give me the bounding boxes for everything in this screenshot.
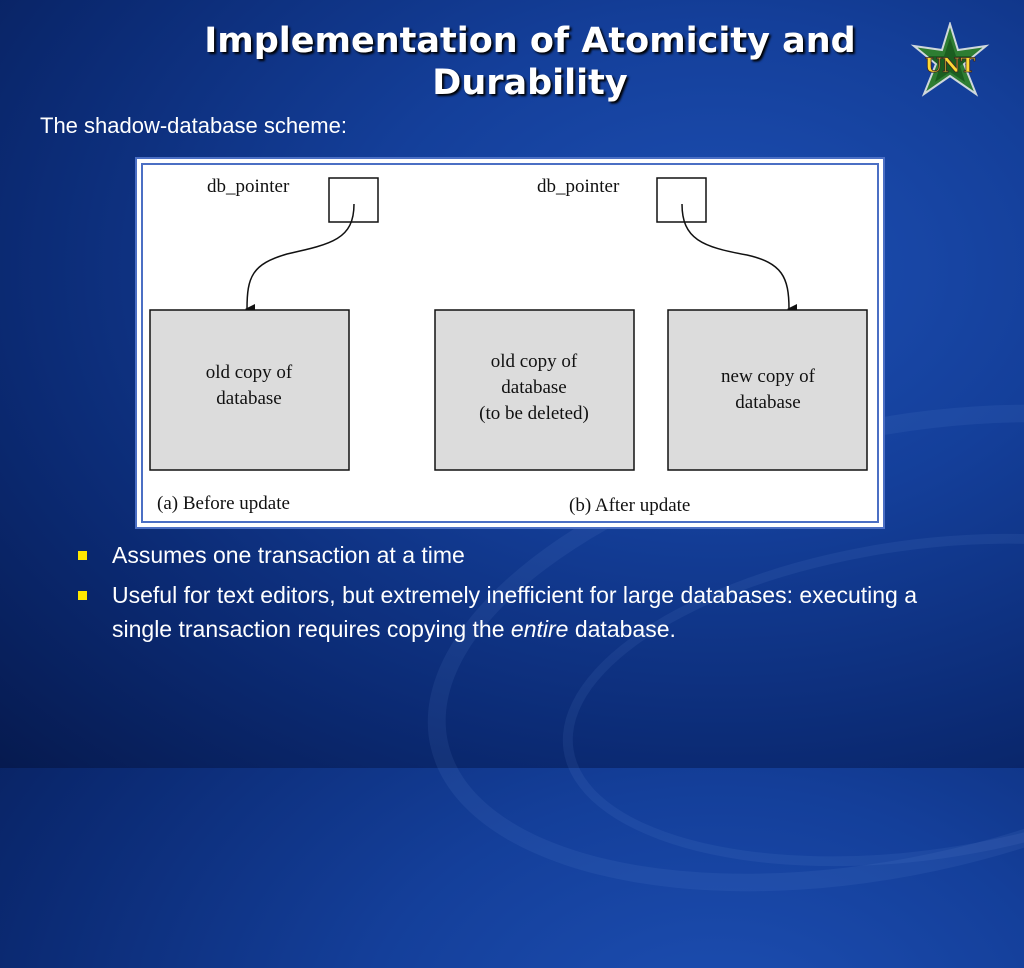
old-copy-after-line-2: database [501,377,567,398]
bullet-item [72,578,932,646]
old-copy-line-2: database [216,388,282,409]
new-copy-line-1: new copy of [721,366,815,387]
db-pointer-box-after [657,178,706,222]
new-copy-box [668,310,867,470]
bullet-text: Assumes one transaction at a time [112,542,465,568]
old-copy-after-line-3: (to be deleted) [479,403,589,424]
bullet-list [72,538,932,652]
square-bullet-icon [78,551,87,560]
caption-after: (b) After update [569,495,691,516]
caption-before: (a) Before update [157,493,290,514]
slide-title: Implementation of Atomicity and Durability [204,21,856,103]
old-copy-line-1: old copy of [205,362,293,383]
slide-subtitle: The shadow-database scheme: [40,113,347,138]
db-pointer-label-after: db_pointer [537,176,620,197]
square-bullet-icon [78,591,87,600]
shadow-database-figure [135,157,885,529]
diagram-canvas [137,159,887,531]
bullet-emphasis: entire [510,616,569,642]
old-copy-after-line-1: old copy of [490,351,578,372]
db-pointer-label-before: db_pointer [207,176,290,197]
bullet-tail: database. [568,616,676,642]
bullet-item [72,538,932,572]
bullet-text: Useful for text editors, but extremely inefficient for large databases: executing a single transaction requires copying the [112,582,917,642]
unt-logo-icon [910,22,990,102]
new-copy-line-2: database [735,392,801,413]
svg-text:UNT: UNT [924,53,976,77]
